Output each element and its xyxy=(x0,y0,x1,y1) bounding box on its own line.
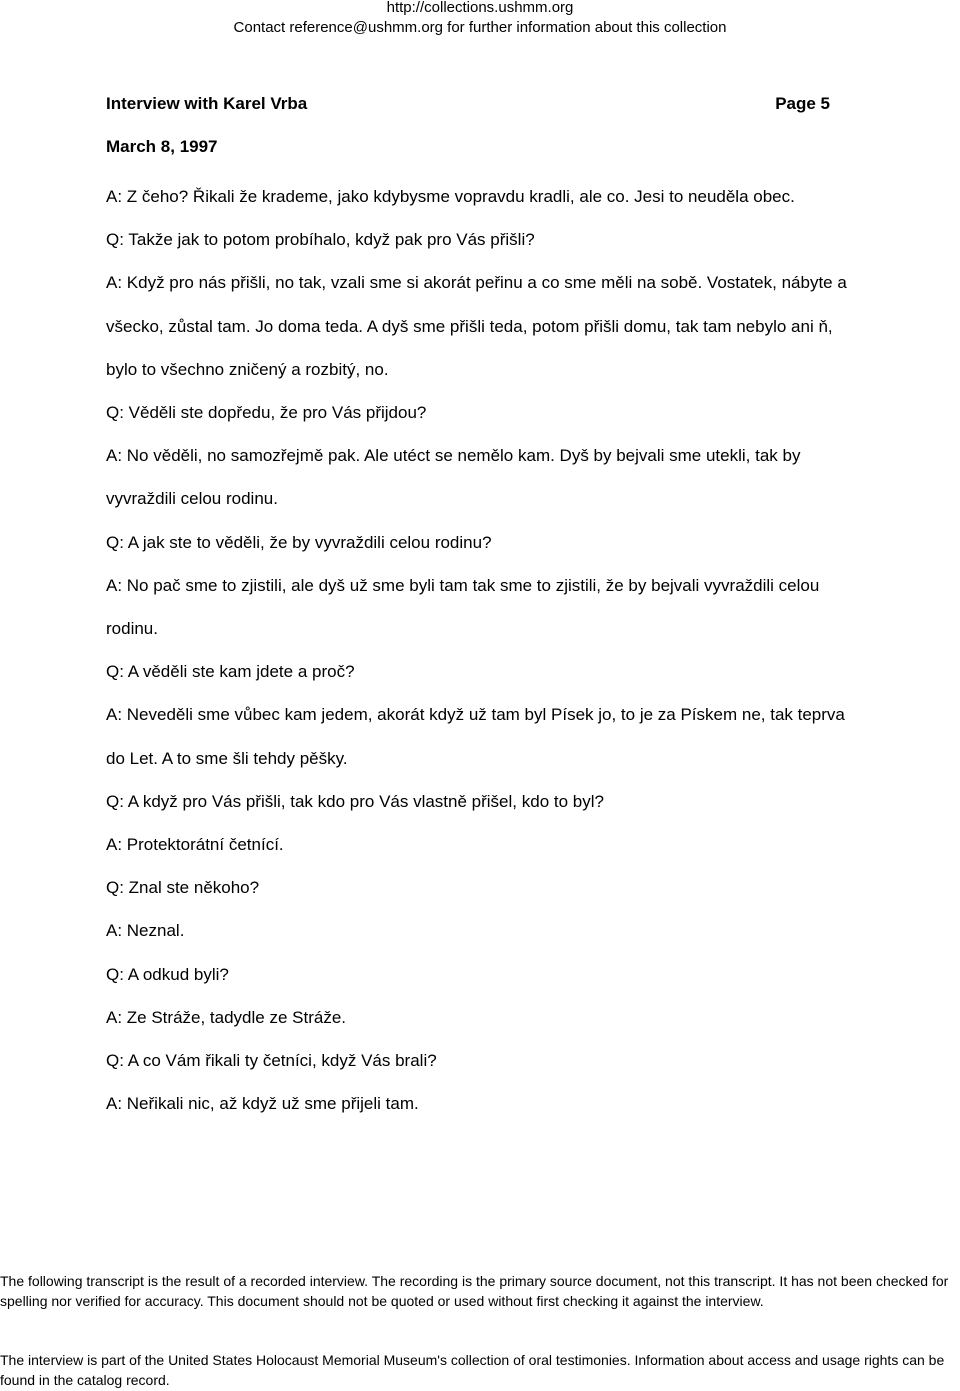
transcript-paragraph: A: Neřikali nic, až když už sme přijeli tam. xyxy=(106,1094,419,1114)
transcript-paragraph: A: Neveděli sme vůbec kam jedem, akorát když už tam byl Písek jo, to je za Pískem ne, tak teprva do Let. A to sme šli tehdy pěšky. xyxy=(106,705,845,768)
collection-url: http://collections.ushmm.org xyxy=(386,0,574,16)
transcript-paragraph: Q: A co Vám řikali ty četníci, když Vás brali? xyxy=(106,1051,437,1071)
transcript-paragraph: Q: Věděli ste dopředu, že pro Vás přijdou? xyxy=(106,403,427,423)
page-number: Page 5 xyxy=(775,94,830,113)
transcript-paragraph: A: Protektorátní četnící. xyxy=(106,835,284,855)
transcript-paragraph: Q: Znal ste někoho? xyxy=(106,878,260,898)
transcript-paragraph: Q: A odkud byli? xyxy=(106,964,229,984)
transcript-paragraph: A: Ze Stráže, tadydle ze Stráže. xyxy=(106,1007,347,1027)
transcript-paragraph: Q: Takže jak to potom probíhalo, když pak pro Vás přišli? xyxy=(106,230,535,250)
transcript-disclaimer: The following transcript is the result of a recorded interview. The recording is the primary source document, not this transcript. It has not been checked for spelling nor verified for accuracy. This document should not be quoted or used without first checking it against the interview. xyxy=(0,1273,949,1309)
transcript-paragraph: A: Neznal. xyxy=(106,921,185,941)
transcript-paragraph: Q: A věděli ste kam jdete a proč? xyxy=(106,662,355,682)
transcript-paragraph: A: Z čeho? Řikali že krademe, jako kdybysme vopravdu kradli, ale co. Jesi to neuděla obec. xyxy=(106,187,795,206)
transcript-paragraph: A: No pač sme to zjistili, ale dyš už sme byli tam tak sme to zjistili, že by bejvali vyvraždili celou rodinu. xyxy=(106,575,820,639)
interview-title: Interview with Karel Vrba xyxy=(106,94,308,113)
transcript-body xyxy=(106,175,866,1125)
transcript-paragraph: A: No věděli, no samozřejmě pak. Ale utéct se nemělo kam. Dyš by bejvali sme utekli, tak by vyvraždili celou rodinu. xyxy=(106,446,801,509)
transcript-paragraph: Q: A jak ste to věděli, že by vyvraždili celou rodinu? xyxy=(106,532,492,552)
transcript-paragraph: Q: A když pro Vás přišli, tak kdo pro Vás vlastně přišel, kdo to byl? xyxy=(106,791,604,811)
interview-date: March 8, 1997 xyxy=(106,137,218,156)
transcript-paragraph: A: Když pro nás přišli, no tak, vzali sme si akorát peřinu a co sme měli na sobě. Vostatek, nábyte a všecko, zůstal tam. Jo doma teda. A dyš sme přišli teda, potom přišli domu, tak tam nebylo ani ň, bylo to všechno zničený a rozbitý, no. xyxy=(106,273,847,379)
collection-notice: The interview is part of the United States Holocaust Memorial Museum's collection of oral testimonies. Information about access and usage rights can be found in the catalog record. xyxy=(0,1352,945,1388)
contact-line: Contact reference@ushmm.org for further information about this collection xyxy=(233,19,727,36)
